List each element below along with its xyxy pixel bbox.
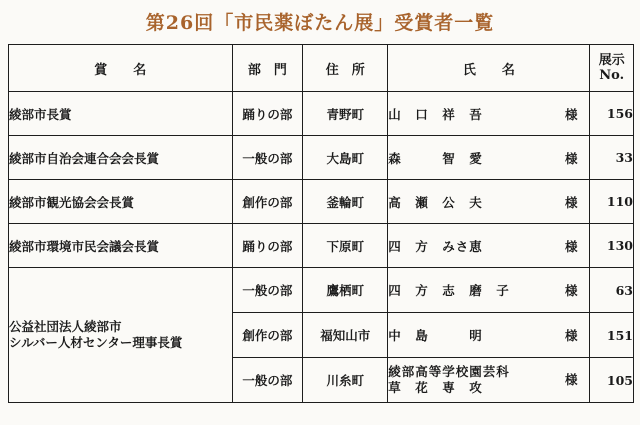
award-cell: 綾部市観光協会会長賞 xyxy=(9,180,233,224)
recipient-name: 高 瀬 公 夫 xyxy=(388,194,483,210)
name-cell xyxy=(388,136,590,180)
header-address: 住 所 xyxy=(303,45,388,92)
dept-cell: 一般の部 xyxy=(232,358,303,403)
address-cell: 鷹栖町 xyxy=(303,268,388,313)
exhibit-no-cell: 156 xyxy=(590,92,634,136)
award-line2: シルバー人材センター理事長賞 xyxy=(9,335,183,350)
award-cell: 綾部市自治会連合会会長賞 xyxy=(9,136,233,180)
address-cell: 大島町 xyxy=(303,136,388,180)
recipient-name: 中 島 明 xyxy=(388,328,483,343)
table-row xyxy=(9,268,634,313)
honorific: 様 xyxy=(564,194,578,210)
header-no-line1: 展示 xyxy=(598,53,625,68)
award-cell-group xyxy=(9,268,233,403)
dept-cell: 創作の部 xyxy=(232,180,303,224)
exhibit-no-cell: 105 xyxy=(590,358,634,403)
address-cell: 福知山市 xyxy=(303,313,388,358)
exhibit-no-cell: 130 xyxy=(590,224,634,268)
recipient-name: 四 方 志 磨 子 xyxy=(388,283,510,298)
dept-cell: 一般の部 xyxy=(232,268,303,313)
exhibit-no-cell: 151 xyxy=(590,313,634,358)
name-cell xyxy=(388,92,590,136)
header-no-line2: No. xyxy=(599,68,625,83)
name-cell xyxy=(388,224,590,268)
table-row xyxy=(9,92,634,136)
address-cell: 青野町 xyxy=(303,92,388,136)
exhibit-no-cell: 63 xyxy=(590,268,634,313)
honorific: 様 xyxy=(564,238,578,254)
address-cell: 下原町 xyxy=(303,224,388,268)
name-cell xyxy=(388,313,590,358)
header-dept: 部 門 xyxy=(232,45,303,92)
honorific: 様 xyxy=(564,150,578,166)
table-row xyxy=(9,136,634,180)
recipient-name-line2: 草 花 専 攻 xyxy=(388,380,483,395)
honorific: 様 xyxy=(564,106,578,122)
award-line1: 公益社団法人綾部市 xyxy=(9,319,122,334)
address-cell: 川糸町 xyxy=(303,358,388,403)
name-cell xyxy=(388,268,590,313)
header-no xyxy=(590,45,634,92)
name-cell xyxy=(388,358,590,403)
honorific: 様 xyxy=(564,372,578,387)
exhibit-no-cell: 33 xyxy=(590,136,634,180)
award-cell: 綾部市長賞 xyxy=(9,92,233,136)
address-cell: 釜輪町 xyxy=(303,180,388,224)
recipient-name: 山 口 祥 吾 xyxy=(388,106,483,122)
page-title: 第26回「市民薬ぼたん展」受賞者一覧 xyxy=(145,12,495,34)
name-cell xyxy=(388,180,590,224)
dept-cell: 創作の部 xyxy=(232,313,303,358)
table-row xyxy=(9,180,634,224)
header-award: 賞 名 xyxy=(9,45,233,92)
award-cell: 綾部市環境市民会議会長賞 xyxy=(9,224,233,268)
table-header-row xyxy=(9,45,634,92)
exhibit-no-cell: 110 xyxy=(590,180,634,224)
honorific: 様 xyxy=(564,283,578,298)
honorific: 様 xyxy=(564,328,578,343)
recipient-name-line1: 綾部高等学校園芸科 xyxy=(388,364,510,379)
dept-cell: 踊りの部 xyxy=(232,224,303,268)
awards-table xyxy=(8,44,634,403)
dept-cell: 一般の部 xyxy=(232,136,303,180)
table-row xyxy=(9,224,634,268)
recipient-name: 四 方 みさ恵 xyxy=(388,238,483,254)
dept-cell: 踊りの部 xyxy=(232,92,303,136)
recipient-name: 森 智 愛 xyxy=(388,150,483,166)
header-name: 氏 名 xyxy=(388,45,590,92)
